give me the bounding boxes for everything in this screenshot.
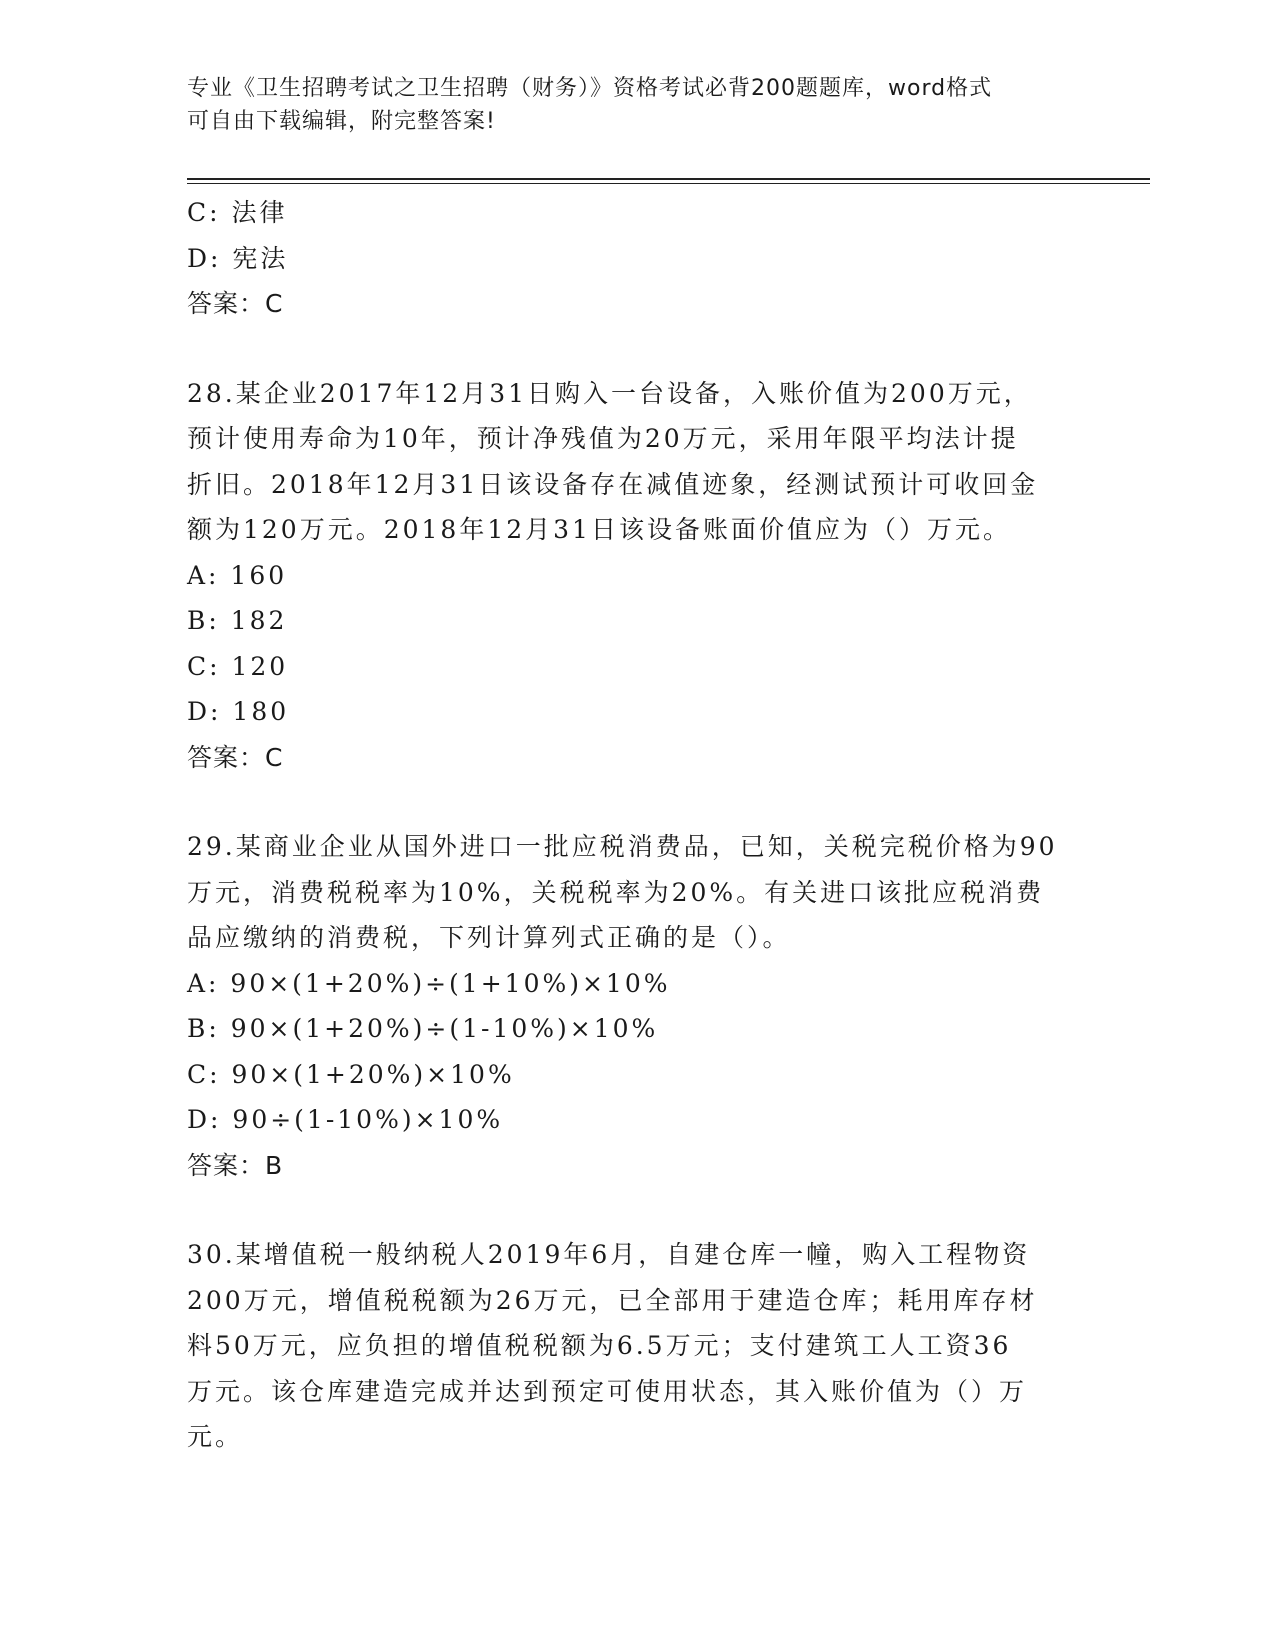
question-30 [187, 1232, 1087, 1460]
question-29 [187, 824, 1087, 1188]
question-text-line: 29.某商业企业从国外进口一批应税消费品，已知，关税完税价格为90 [187, 832, 1058, 861]
spacer [187, 1188, 1087, 1232]
question-text-line: 折旧。2018年12月31日该设备存在减值迹象，经测试预计可收回金 [187, 469, 1039, 499]
header-divider-thin [187, 183, 1150, 184]
header-line-1: 专业《卫生招聘考试之卫生招聘（财务）》资格考试必背200题题库，word格式 [187, 76, 993, 101]
answer: 答案：B [187, 1150, 284, 1180]
option-a: A: 90×(1+20%)÷(1+10%)×10% [187, 968, 671, 998]
document-body [187, 190, 1087, 1460]
question-text-line: 元。 [187, 1422, 244, 1451]
question-text-line: 万元。该仓库建造完成并达到预定可使用状态，其入账价值为（）万 [187, 1376, 1028, 1406]
option-d: D: 90÷(1-10%)×10% [187, 1105, 504, 1134]
spacer [187, 327, 1087, 371]
option-d: D: 宪法 [187, 243, 289, 273]
option-a: A: 160 [187, 560, 288, 590]
option-c: C: 120 [187, 651, 289, 681]
option-c: C: 法律 [187, 198, 288, 227]
option-d: D: 180 [187, 697, 290, 726]
question-text-line: 200万元，增值税税额为26万元，已全部用于建造仓库；耗用库存材 [187, 1285, 1038, 1315]
question-28 [187, 371, 1087, 781]
header-divider-thick [187, 178, 1150, 180]
option-b: B: 90×(1+20%)÷(1-10%)×10% [187, 1014, 659, 1043]
question-text-line: 预计使用寿命为10年，预计净残值为20万元，采用年限平均法计提 [187, 424, 1019, 453]
spacer [187, 780, 1087, 824]
prev-question [187, 190, 1087, 327]
question-text-line: 额为120万元。2018年12月31日该设备账面价值应为（）万元。 [187, 515, 1011, 544]
question-text-line: 30.某增值税一般纳税人2019年6月，自建仓库一幢，购入工程物资 [187, 1240, 1031, 1269]
question-text-line: 料50万元，应负担的增值税税额为6.5万元；支付建筑工人工资36 [187, 1331, 1012, 1360]
header-line-2: 可自由下载编辑，附完整答案! [187, 109, 496, 134]
question-text-line: 万元，消费税税率为10%，关税税率为20%。有关进口该批应税消费 [187, 877, 1045, 907]
option-b: B: 182 [187, 606, 288, 635]
question-text-line: 28.某企业2017年12月31日购入一台设备，入账价值为200万元， [187, 378, 1032, 408]
question-text-line: 品应缴纳的消费税，下列计算列式正确的是（）。 [187, 923, 791, 952]
answer: 答案：C [187, 742, 284, 772]
document-header [187, 72, 1087, 138]
option-c: C: 90×(1+20%)×10% [187, 1059, 515, 1089]
answer: 答案：C [187, 289, 284, 318]
